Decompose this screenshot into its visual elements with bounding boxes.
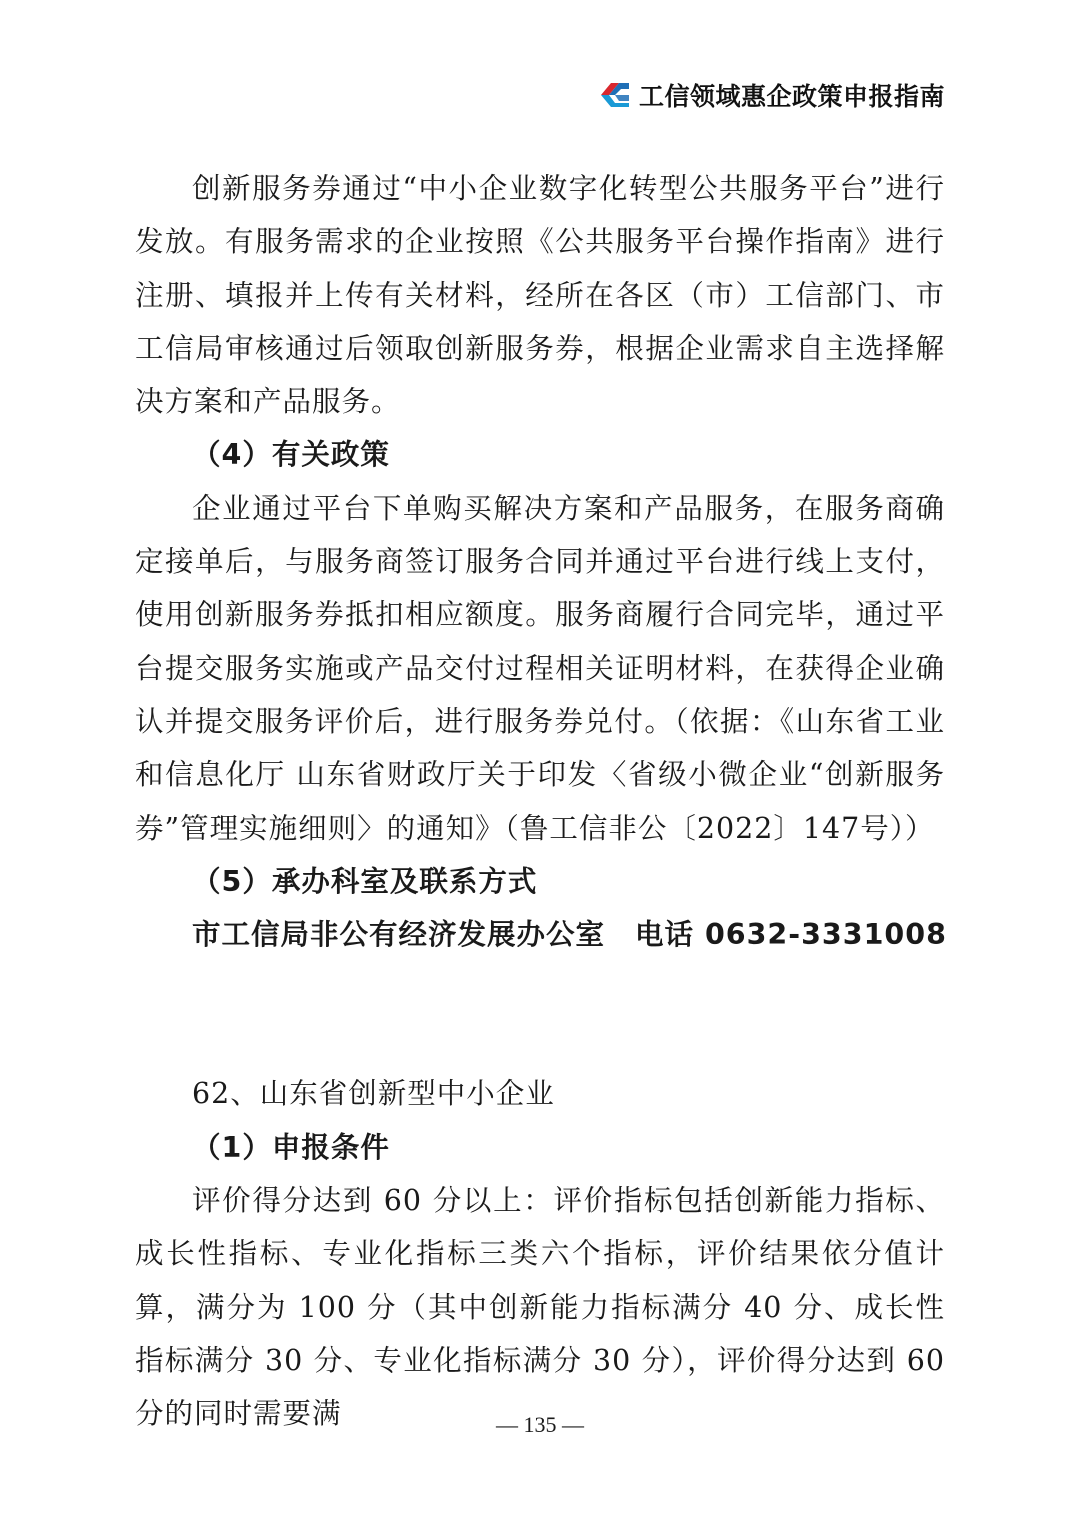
contact-phone: 电话 0632-3331008 — [635, 918, 947, 952]
policy-guide-logo-icon — [597, 77, 633, 113]
contact-office: 市工信局非公有经济发展办公室 — [192, 918, 606, 952]
header-title: 工信领域惠企政策申报指南 — [638, 82, 945, 111]
heading-office-contact: （5）承办科室及联系方式 — [192, 864, 538, 898]
heading-related-policy: （4）有关政策 — [192, 438, 390, 472]
paragraph-service-voucher-issuance: 创新服务券通过“中小企业数字化转型公共服务平台”进行发放。有服务需求的企业按照《公共服务平台操作指南》进行注册、填报并上传有关材料，经所在各区（市）工信部门、市工信局审核通过后领取创新服务券，根据企业需求自主选择解决方案和产品服务。 — [135, 172, 945, 419]
section-title-62: 62、山东省创新型中小企业 — [192, 1077, 555, 1111]
contact-line — [135, 908, 945, 961]
page-content — [135, 162, 945, 1441]
page-header — [597, 74, 945, 116]
page-number: — 135 — — [496, 1412, 584, 1437]
heading-application-conditions: （1）申报条件 — [192, 1130, 390, 1164]
paragraph-application-conditions: 评价得分达到 60 分以上：评价指标包括创新能力指标、成长性指标、专业化指标三类六个指标，评价结果依分值计算，满分为 100 分（其中创新能力指标满分 40 分、成长性指标满分 30 分、专业化指标满分 30 分），评价得分达到 60 分的同时需要满 — [135, 1184, 945, 1431]
paragraph-related-policy: 企业通过平台下单购买解决方案和产品服务，在服务商确定接单后，与服务商签订服务合同并通过平台进行线上支付，使用创新服务券抵扣相应额度。服务商履行合同完毕，通过平台提交服务实施或产品交付过程相关证明材料，在获得企业确认并提交服务评价后，进行服务券兑付。（依据：《山东省工业和信息化厅 山东省财政厅关于印发〈省级小微企业“创新服务券”管理实施细则〉的通知》（鲁工信非公〔2022〕147号）） — [135, 491, 945, 845]
